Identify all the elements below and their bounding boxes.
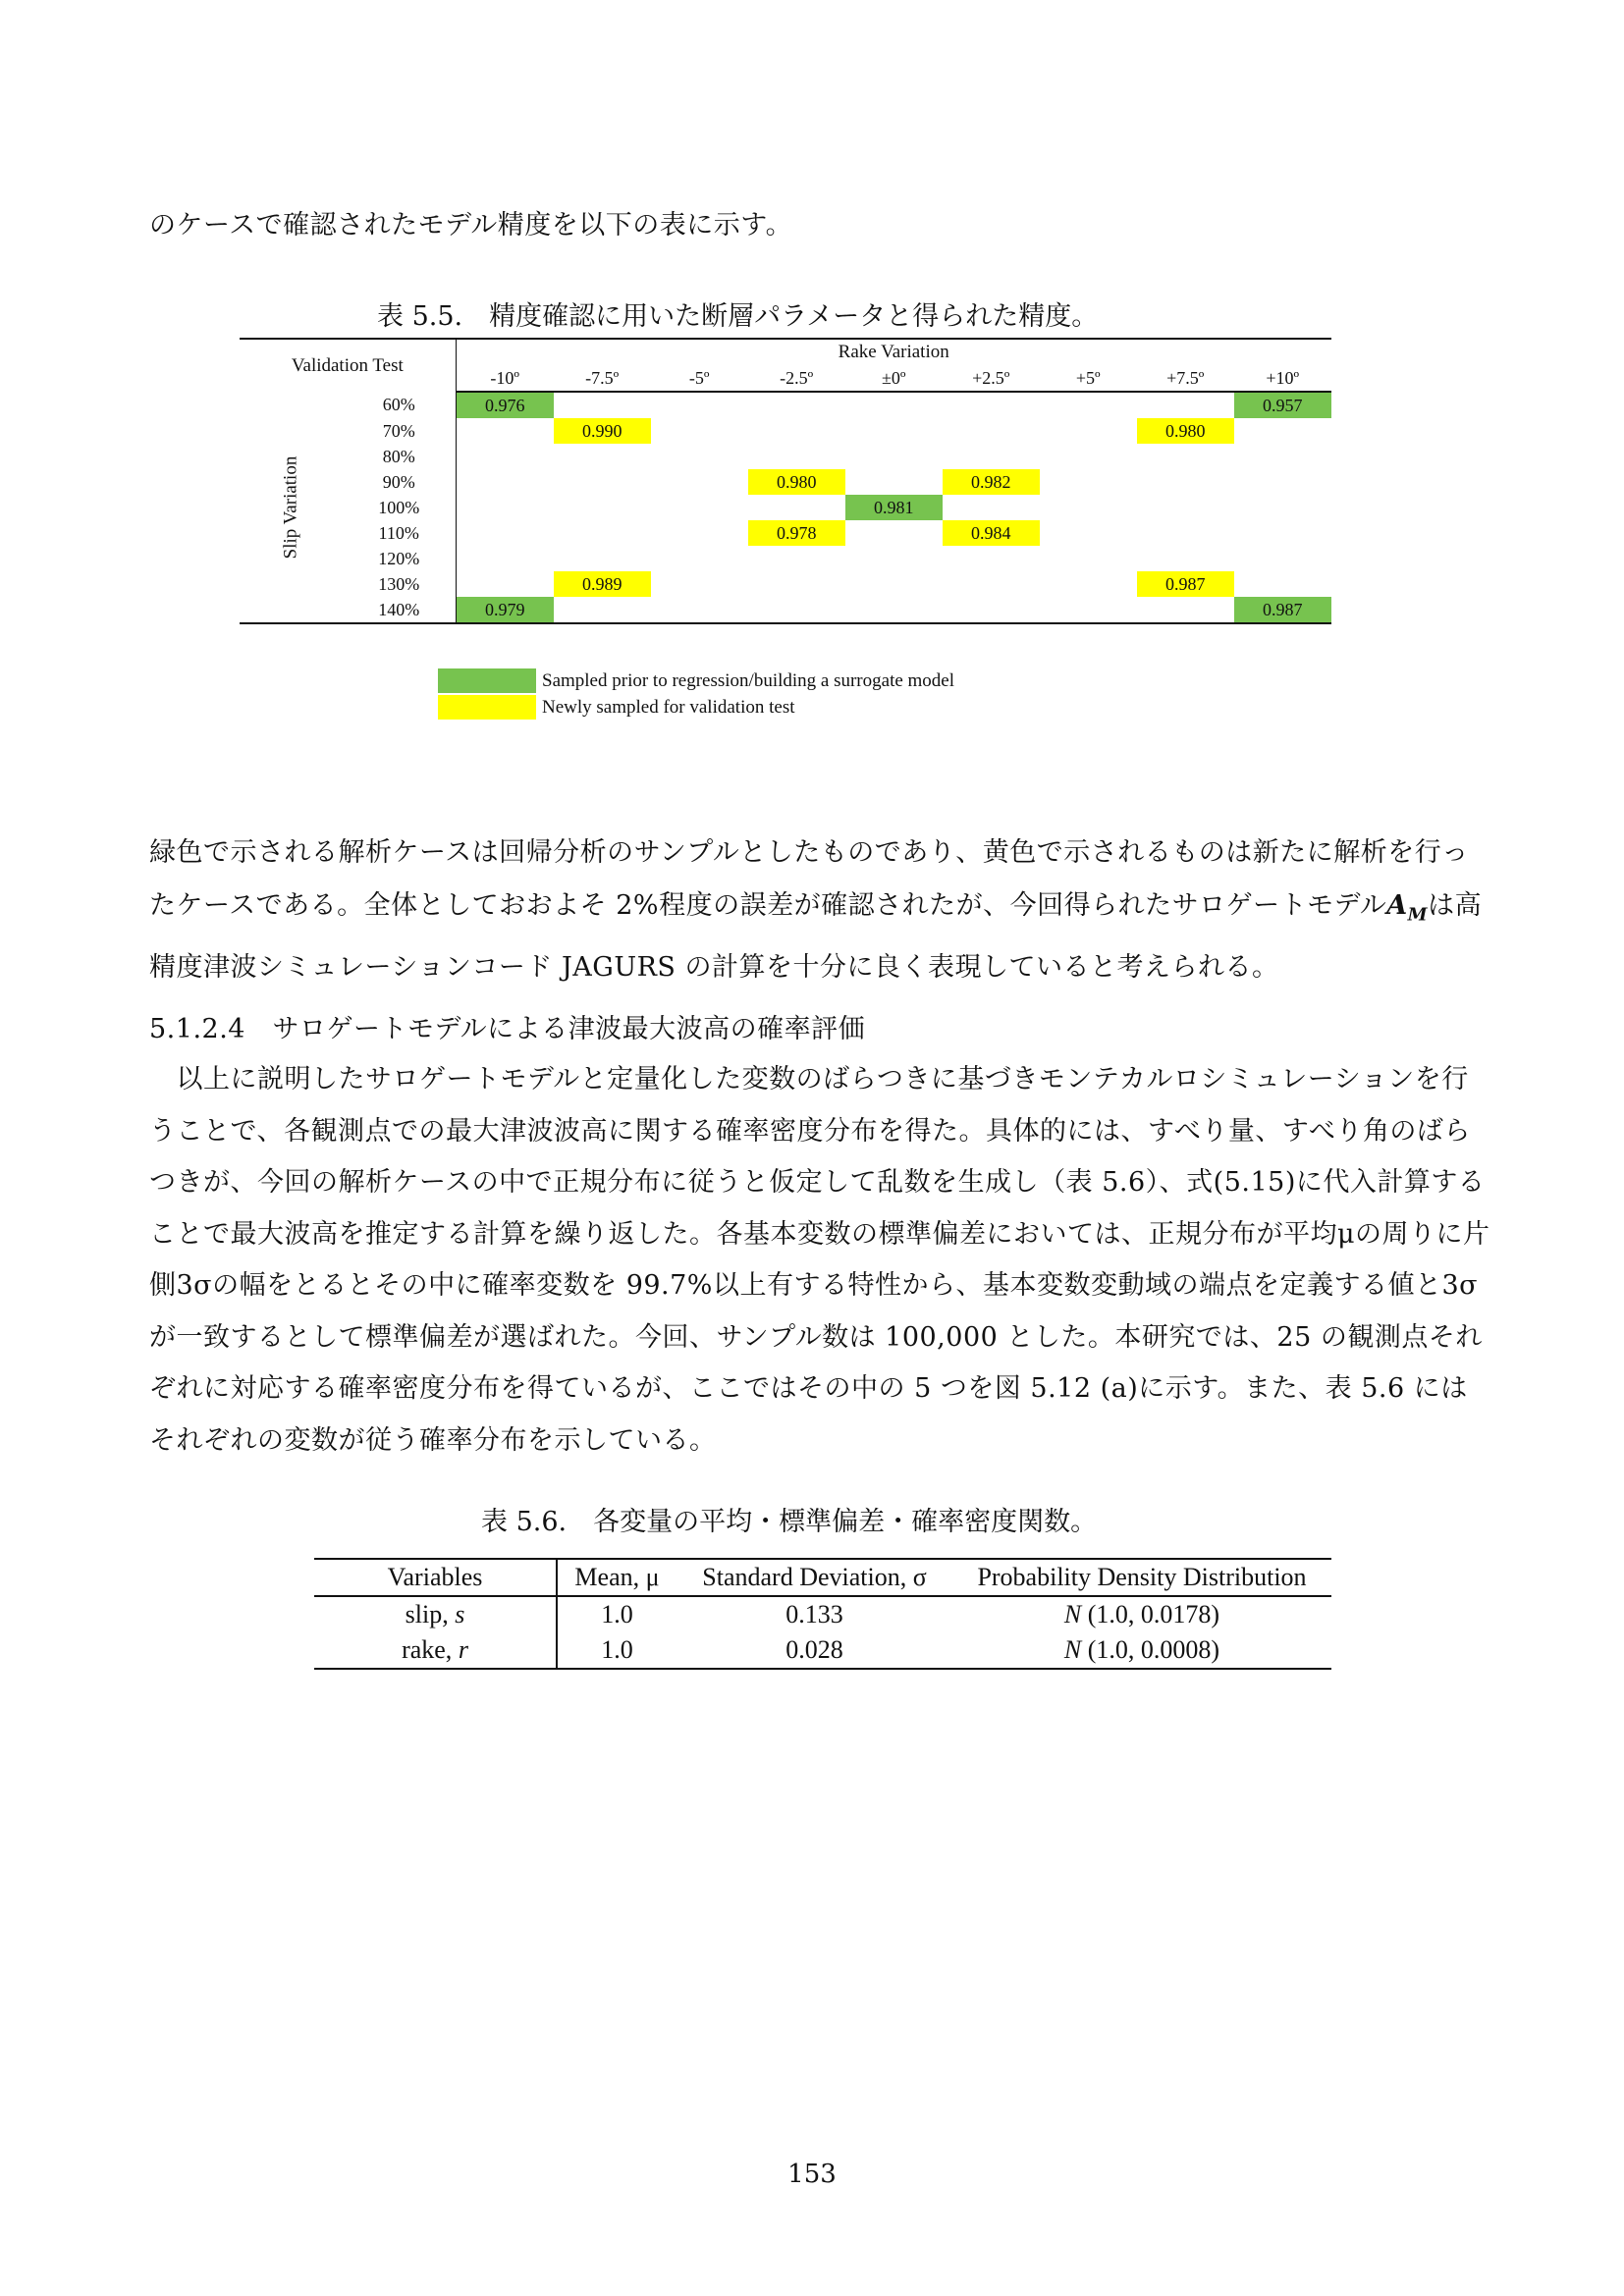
accuracy-cell: 0.979 bbox=[456, 597, 554, 623]
accuracy-cell bbox=[1040, 520, 1137, 546]
accuracy-cell bbox=[748, 546, 845, 571]
accuracy-cell bbox=[845, 520, 943, 546]
accuracy-cell: 0.978 bbox=[748, 520, 845, 546]
column-header: -7.5º bbox=[554, 365, 651, 392]
accuracy-cell bbox=[456, 495, 554, 520]
variables-table bbox=[314, 1558, 1331, 1670]
accuracy-cell bbox=[1137, 546, 1234, 571]
accuracy-cell bbox=[554, 597, 651, 623]
accuracy-cell bbox=[943, 546, 1040, 571]
cell-std: 0.133 bbox=[785, 1600, 843, 1629]
cell-pdd: N (1.0, 0.0008) bbox=[952, 1632, 1331, 1669]
paragraph-1-tail: は高精度津波シミュレーションコード JAGURS の計算を十分に良く表現していると考えられる。 bbox=[149, 890, 1483, 984]
accuracy-cell bbox=[651, 392, 748, 418]
paragraph-2: 以上に説明したサロゲートモデルと定量化した変数のばらつきに基づきモンテカルロシミュレーションを行うことで、各観測点での最大津波波高に関する確率密度分布を得た。具体的には、すべり量、すべり角のばらつきが、今回の解析ケースの中で正規分布に従うと仮定して乱数を生成し（表 5.6）、式(5.15)に代入計算することで最大波高を推定する計算を繰り返した。各基本変数の標準偏差においては、正規分布が平均μの周りに片側3σの幅をとるとその中に確率変数を 99.7%以上有する特性から、基本変数変動域の端点を定義する値と3σが一致するとして標準偏差が選ばれた。今回、サンプル数は 100,000 とした。本研究では、25 の観測点それぞれに対応する確率密度分布を得ているが、ここではその中の 5 つを図 5.12 (a)に示す。また、表 5.6 にはそれぞれの変数が従う確率分布を示している。 bbox=[149, 1064, 1490, 1456]
accuracy-cell bbox=[1137, 597, 1234, 623]
row-label: 80% bbox=[343, 444, 457, 469]
accuracy-cell bbox=[1040, 495, 1137, 520]
row-label: 90% bbox=[343, 469, 457, 495]
accuracy-cell bbox=[456, 418, 554, 444]
accuracy-cell bbox=[1234, 469, 1331, 495]
column-header: +10º bbox=[1234, 365, 1331, 392]
accuracy-cell bbox=[845, 444, 943, 469]
accuracy-cell: 0.976 bbox=[456, 392, 554, 418]
table-row bbox=[240, 546, 1331, 571]
accuracy-cell bbox=[456, 520, 554, 546]
row-label: 110% bbox=[343, 520, 457, 546]
accuracy-cell: 0.987 bbox=[1137, 571, 1234, 597]
paragraph-1 bbox=[149, 827, 1490, 994]
table-row bbox=[240, 520, 1331, 546]
accuracy-cell bbox=[1040, 571, 1137, 597]
accuracy-cell: 0.982 bbox=[943, 469, 1040, 495]
accuracy-cell bbox=[748, 444, 845, 469]
table-5-6-caption: 表 5.6. 各変量の平均・標準偏差・確率密度関数。 bbox=[481, 1507, 1098, 1537]
accuracy-cell bbox=[845, 546, 943, 571]
accuracy-cell bbox=[456, 571, 554, 597]
accuracy-cell bbox=[1234, 444, 1331, 469]
accuracy-cell bbox=[554, 469, 651, 495]
accuracy-cell bbox=[1234, 495, 1331, 520]
table-row bbox=[240, 597, 1331, 623]
accuracy-cell bbox=[1137, 520, 1234, 546]
accuracy-cell bbox=[651, 597, 748, 623]
column-header: -5º bbox=[651, 365, 748, 392]
accuracy-cell bbox=[1234, 418, 1331, 444]
paragraph-1-text: 緑色で示される解析ケースは回帰分析のサンプルとしたものであり、黄色で示されるものは新たに解析を行ったケースである。全体としておおよそ 2%程度の誤差が確認されたが、今回得られたサロゲートモデル bbox=[149, 837, 1469, 921]
table-row bbox=[240, 571, 1331, 597]
row-label: 100% bbox=[343, 495, 457, 520]
accuracy-cell: 0.989 bbox=[554, 571, 651, 597]
legend-text: Newly sampled for validation test bbox=[542, 696, 795, 718]
row-label: 70% bbox=[343, 418, 457, 444]
table-5-5-caption: 表 5.5. 精度確認に用いた断層パラメータと得られた精度。 bbox=[377, 301, 1099, 332]
accuracy-cell bbox=[1234, 520, 1331, 546]
column-header: +7.5º bbox=[1137, 365, 1234, 392]
cell-variable: slip, s bbox=[314, 1596, 557, 1632]
accuracy-cell bbox=[943, 495, 1040, 520]
surrogate-symbol: $A_M$ bbox=[1386, 890, 1429, 926]
accuracy-cell bbox=[651, 469, 748, 495]
accuracy-cell: 0.957 bbox=[1234, 392, 1331, 418]
column-header: +2.5º bbox=[943, 365, 1040, 392]
header-std: Standard Deviation, σ bbox=[677, 1559, 952, 1596]
accuracy-cell bbox=[748, 571, 845, 597]
accuracy-cell bbox=[845, 392, 943, 418]
table-row bbox=[240, 418, 1331, 444]
accuracy-cell bbox=[651, 495, 748, 520]
accuracy-cell bbox=[554, 520, 651, 546]
legend-swatch bbox=[438, 668, 536, 693]
legend-text: Sampled prior to regression/building a surrogate model bbox=[542, 669, 955, 691]
row-label: 120% bbox=[343, 546, 457, 571]
validation-legend bbox=[438, 667, 954, 721]
accuracy-cell bbox=[943, 418, 1040, 444]
accuracy-cell: 0.980 bbox=[748, 469, 845, 495]
page-number: 153 bbox=[787, 2160, 837, 2189]
accuracy-cell: 0.980 bbox=[1137, 418, 1234, 444]
table-row bbox=[240, 444, 1331, 469]
accuracy-cell bbox=[1137, 495, 1234, 520]
accuracy-cell: 0.990 bbox=[554, 418, 651, 444]
accuracy-cell bbox=[943, 571, 1040, 597]
accuracy-cell bbox=[1040, 597, 1137, 623]
row-label: 140% bbox=[343, 597, 457, 623]
header-variables: Variables bbox=[314, 1559, 557, 1596]
accuracy-cell bbox=[748, 597, 845, 623]
corner-label: Validation Test bbox=[240, 339, 456, 392]
accuracy-cell bbox=[748, 392, 845, 418]
table-row bbox=[314, 1632, 1331, 1669]
table-row bbox=[314, 1596, 1331, 1632]
accuracy-cell bbox=[748, 418, 845, 444]
accuracy-cell bbox=[1137, 392, 1234, 418]
accuracy-cell bbox=[651, 444, 748, 469]
accuracy-cell bbox=[1137, 469, 1234, 495]
accuracy-cell bbox=[651, 520, 748, 546]
cell-pdd: N (1.0, 0.0178) bbox=[1063, 1600, 1220, 1629]
rake-variation-label: Rake Variation bbox=[456, 339, 1331, 365]
cell-mean: 1.0 bbox=[557, 1632, 677, 1669]
accuracy-cell bbox=[1234, 571, 1331, 597]
accuracy-cell bbox=[1040, 546, 1137, 571]
accuracy-cell bbox=[1040, 444, 1137, 469]
accuracy-cell bbox=[845, 469, 943, 495]
table-row bbox=[240, 495, 1331, 520]
intro-line: のケースで確認されたモデル精度を以下の表に示す。 bbox=[149, 210, 793, 240]
accuracy-cell bbox=[651, 546, 748, 571]
slip-variation-label: Slip Variation bbox=[240, 392, 343, 623]
column-header: -2.5º bbox=[748, 365, 845, 392]
accuracy-cell bbox=[456, 469, 554, 495]
accuracy-cell bbox=[1040, 469, 1137, 495]
accuracy-cell bbox=[554, 495, 651, 520]
table-row bbox=[240, 469, 1331, 495]
validation-table bbox=[240, 338, 1331, 624]
table-row bbox=[240, 392, 1331, 418]
accuracy-cell: 0.987 bbox=[1234, 597, 1331, 623]
accuracy-cell bbox=[845, 418, 943, 444]
accuracy-cell: 0.981 bbox=[845, 495, 943, 520]
accuracy-cell bbox=[845, 571, 943, 597]
header-mean: Mean, μ bbox=[557, 1559, 677, 1596]
cell-variable: rake, r bbox=[314, 1632, 557, 1669]
row-label: 60% bbox=[343, 392, 457, 418]
accuracy-cell bbox=[554, 546, 651, 571]
cell-mean: 1.0 bbox=[601, 1600, 633, 1629]
legend-item bbox=[438, 667, 954, 694]
accuracy-cell bbox=[1234, 546, 1331, 571]
cell-std: 0.028 bbox=[677, 1632, 952, 1669]
section-heading: 5.1.2.4 サロゲートモデルによる津波最大波高の確率評価 bbox=[149, 1014, 866, 1044]
accuracy-cell bbox=[1040, 418, 1137, 444]
accuracy-cell bbox=[1137, 444, 1234, 469]
accuracy-cell bbox=[554, 392, 651, 418]
accuracy-cell bbox=[651, 418, 748, 444]
header-pdd: Probability Density Distribution bbox=[952, 1559, 1331, 1596]
legend-item bbox=[438, 694, 954, 721]
accuracy-cell bbox=[1040, 392, 1137, 418]
column-header: -10º bbox=[456, 365, 554, 392]
accuracy-cell bbox=[554, 444, 651, 469]
accuracy-cell bbox=[943, 597, 1040, 623]
accuracy-cell bbox=[651, 571, 748, 597]
accuracy-cell bbox=[748, 495, 845, 520]
accuracy-cell: 0.984 bbox=[943, 520, 1040, 546]
accuracy-cell bbox=[943, 392, 1040, 418]
accuracy-cell bbox=[943, 444, 1040, 469]
column-header: ±0º bbox=[845, 365, 943, 392]
accuracy-cell bbox=[456, 546, 554, 571]
row-label: 130% bbox=[343, 571, 457, 597]
accuracy-cell bbox=[845, 597, 943, 623]
column-header: +5º bbox=[1040, 365, 1137, 392]
accuracy-cell bbox=[456, 444, 554, 469]
legend-swatch bbox=[438, 695, 536, 720]
